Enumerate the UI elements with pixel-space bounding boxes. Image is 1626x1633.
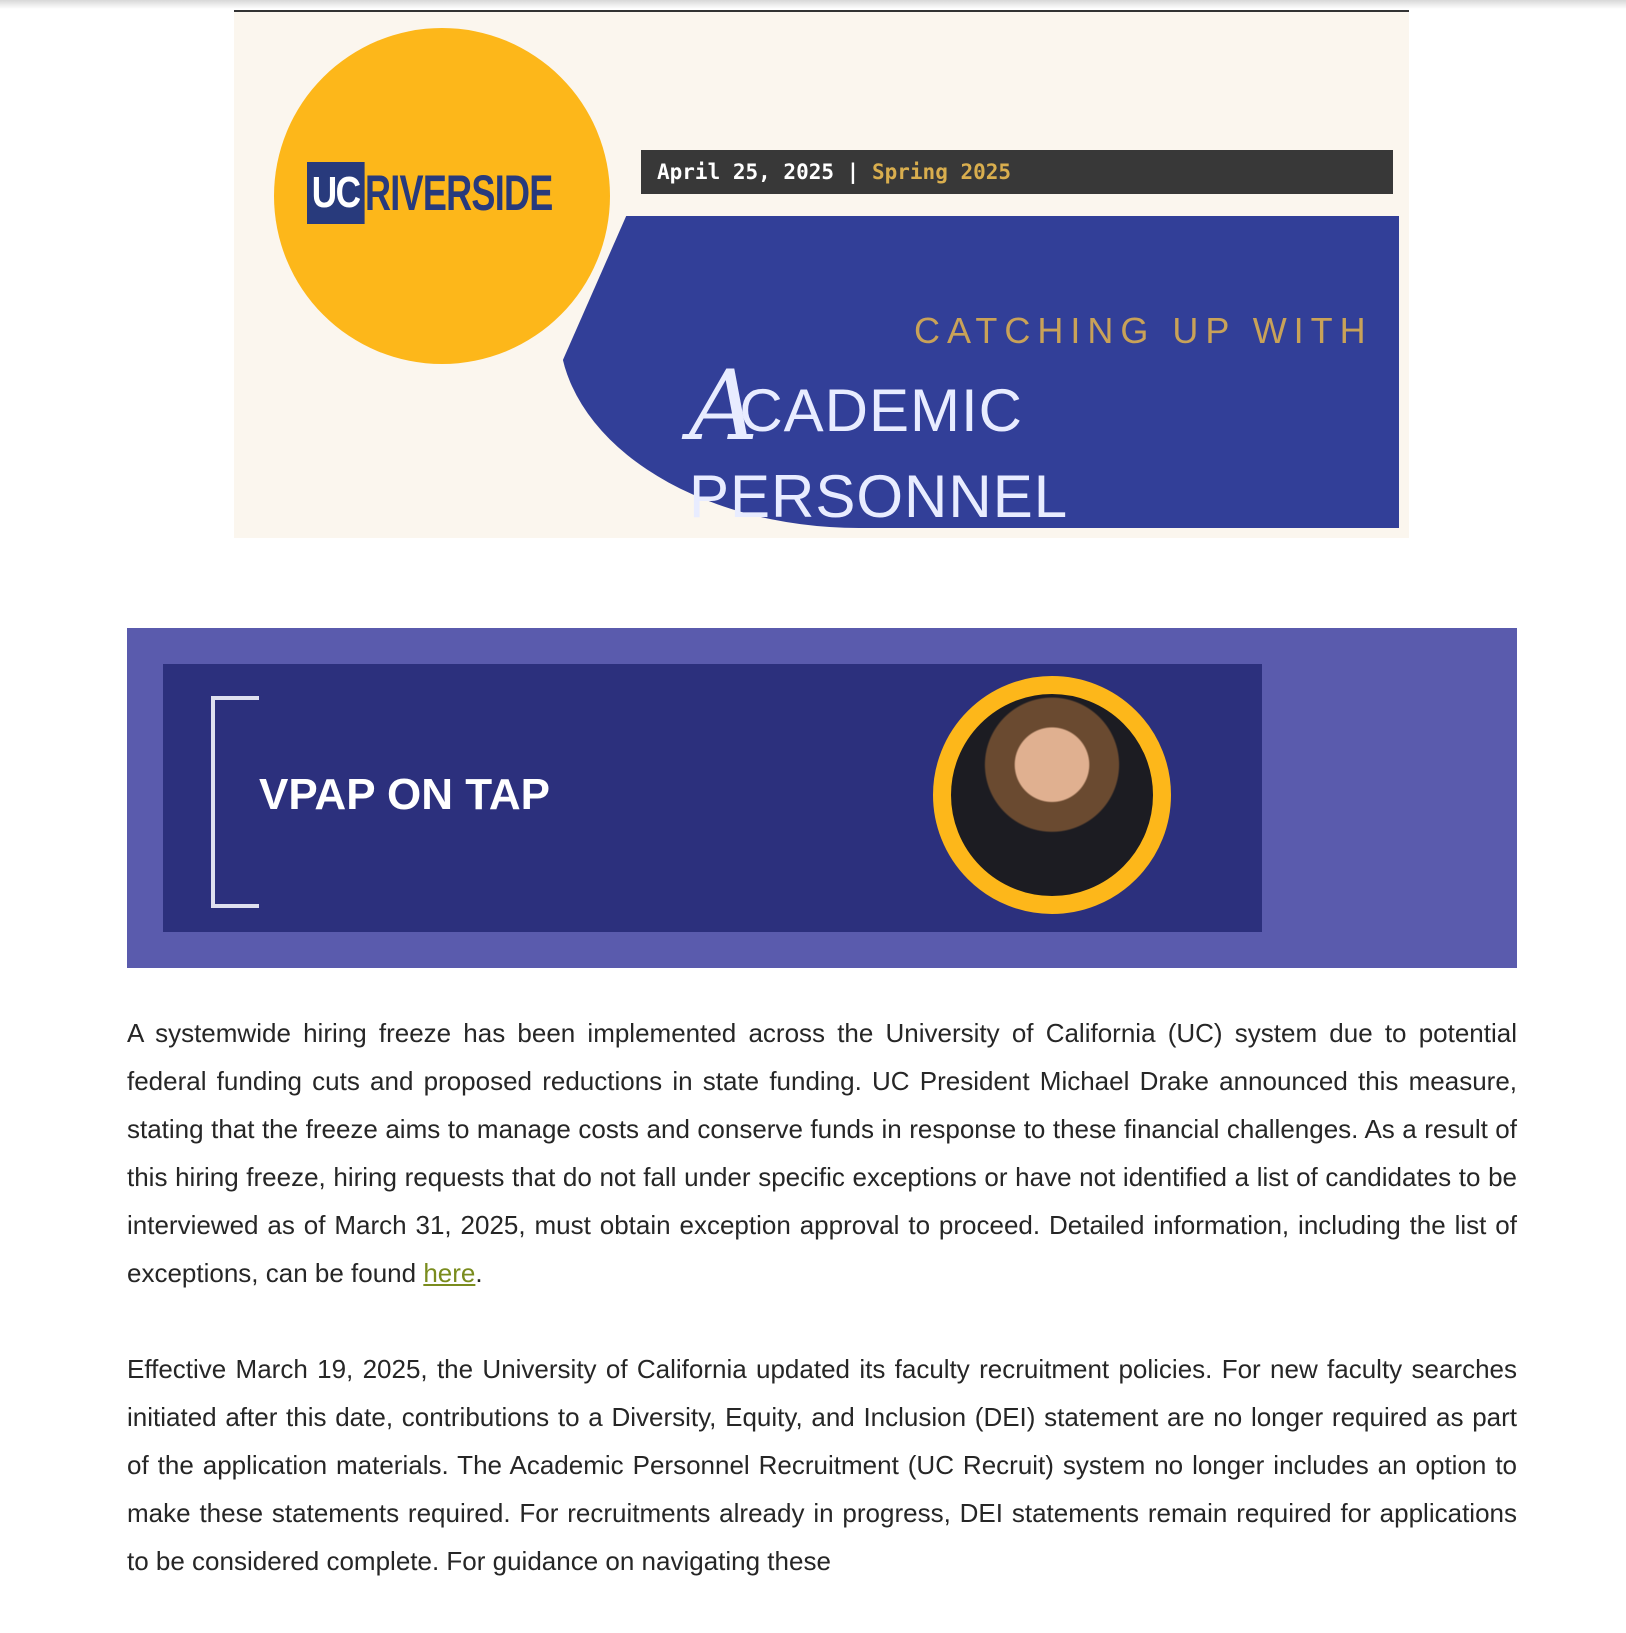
paragraph-1-text: A systemwide hiring freeze has been implemented across the University of California (UC) system due to potential federal funding cuts and proposed reductions in state funding. UC President Michael Drake announced this measure, stating that the freeze aims to manage costs and conserve funds in response to these financial challenges. As a result of this hiring freeze, hiring requests that do not fall under specific exceptions or have not identified a list of candidates to be interviewed as of March 31, 2025, must obtain exception approval to proceed. Detailed information, including the list of exceptions, can be found xyxy=(127,1018,1517,1288)
date-separator: | xyxy=(846,160,860,184)
issue-date: April 25, 2025 xyxy=(657,160,835,184)
vpap-title: VPAP ON TAP xyxy=(259,770,550,819)
newsletter-banner xyxy=(234,10,1409,538)
issue-season: Spring 2025 xyxy=(871,160,1012,184)
paragraph-1 xyxy=(127,1009,1517,1297)
browser-top-shadow xyxy=(0,0,1626,9)
vpap-portrait xyxy=(933,676,1171,914)
bracket-decoration xyxy=(211,696,259,908)
paragraph-1-end: . xyxy=(475,1258,483,1288)
uc-riverside-logo xyxy=(307,162,625,224)
vpap-section-header xyxy=(127,628,1517,968)
banner-kicker: CATCHING UP WITH xyxy=(914,310,1373,351)
title-rest: CADEMIC PERSONNEL xyxy=(689,377,1069,530)
title-initial: A xyxy=(689,350,760,462)
here-link[interactable]: here xyxy=(423,1258,476,1288)
paragraph-2: Effective March 19, 2025, the University of California updated its faculty recruitment policies. For new faculty searches initiated after this date, contributions to a Diversity, Equity, and Inclusion (DEI) statement are no longer required as part of the application materials. The Academic Personnel Recruitment (UC Recruit) system no longer includes an option to make these statements required. For recruitments already in progress, DEI statements remain required for applications to be considered complete. For guidance on navigating these xyxy=(127,1354,1517,1576)
logo-riverside: RIVERSIDE xyxy=(364,165,553,221)
logo-uc: UC xyxy=(307,162,364,224)
vpap-inner-panel xyxy=(163,664,1262,932)
banner-title xyxy=(689,350,1409,531)
article-body xyxy=(127,1009,1517,1633)
date-bar xyxy=(641,150,1393,194)
